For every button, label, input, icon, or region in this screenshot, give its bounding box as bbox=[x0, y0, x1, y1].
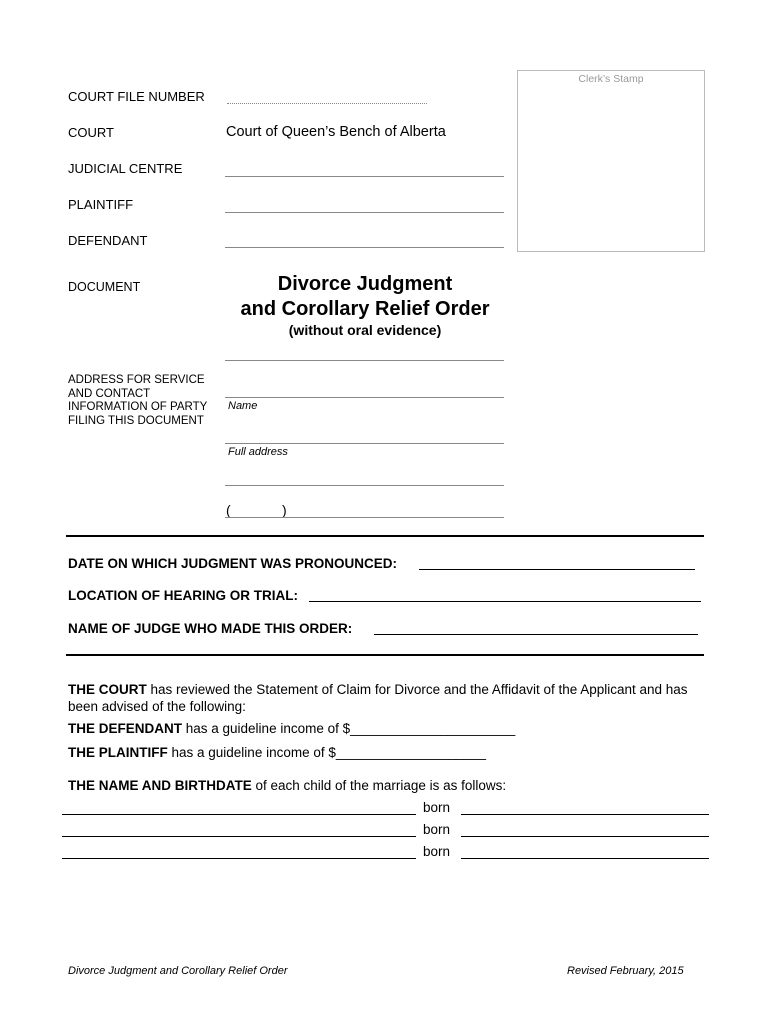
hearing-location-field[interactable] bbox=[309, 601, 701, 602]
child-name-field[interactable] bbox=[62, 814, 416, 815]
child-name-field[interactable] bbox=[62, 836, 416, 837]
address-extra-field[interactable] bbox=[225, 485, 504, 486]
document-blank-line[interactable] bbox=[225, 360, 504, 361]
defendant-income: THE DEFENDANT has a guideline income of $______________________ bbox=[68, 721, 516, 736]
court-statement: THE COURT has reviewed the Statement of Claim for Divorce and the Affidavit of the Applicant and has been advised of the following: bbox=[68, 682, 688, 714]
section-divider-bottom bbox=[66, 654, 704, 656]
document-label: DOCUMENT bbox=[68, 280, 141, 294]
court-label: COURT bbox=[68, 125, 114, 140]
full-address-field[interactable] bbox=[225, 443, 504, 444]
child-birthdate-field[interactable] bbox=[461, 814, 709, 815]
plaintiff-income: THE PLAINTIFF has a guideline income of $____________________ bbox=[68, 745, 487, 760]
judgment-date-label: DATE ON WHICH JUDGMENT WAS PRONOUNCED: bbox=[68, 556, 397, 571]
plaintiff-label: PLAINTIFF bbox=[68, 197, 134, 212]
born-label: born bbox=[423, 844, 451, 859]
court-file-number-field[interactable] bbox=[227, 103, 427, 104]
section-divider-top bbox=[66, 535, 704, 537]
judicial-centre-label: JUDICIAL CENTRE bbox=[68, 161, 183, 176]
judge-name-field[interactable] bbox=[374, 634, 698, 635]
name-caption: Name bbox=[228, 400, 258, 412]
clerks-stamp-box bbox=[517, 70, 705, 252]
party-name-field[interactable] bbox=[225, 397, 504, 398]
child-name-field[interactable] bbox=[62, 858, 416, 859]
born-label: born bbox=[423, 800, 451, 815]
clerks-stamp-label: Clerk’s Stamp bbox=[578, 73, 644, 85]
address-for-service-label: ADDRESS FOR SERVICE AND CONTACT INFORMATION OF PARTY FILING THIS DOCUMENT bbox=[68, 374, 208, 427]
document-subtitle: (without oral evidence) bbox=[288, 322, 442, 338]
full-address-caption: Full address bbox=[228, 446, 288, 458]
child-birthdate-field[interactable] bbox=[461, 858, 709, 859]
plaintiff-field[interactable] bbox=[225, 212, 504, 213]
defendant-field[interactable] bbox=[225, 247, 504, 248]
phone-close-paren: ) bbox=[282, 502, 287, 518]
footer-form-title: Divorce Judgment and Corollary Relief Order bbox=[68, 965, 288, 977]
children-heading: THE NAME AND BIRTHDATE of each child of the marriage is as follows: bbox=[68, 778, 507, 793]
judicial-centre-field[interactable] bbox=[225, 176, 504, 177]
phone-field[interactable] bbox=[225, 517, 504, 518]
born-label: born bbox=[423, 822, 451, 837]
footer-revision-date: Revised February, 2015 bbox=[567, 965, 684, 977]
phone-open-paren: ( bbox=[226, 502, 231, 518]
document-title-line1: Divorce Judgment bbox=[277, 273, 453, 295]
hearing-location-label: LOCATION OF HEARING OR TRIAL: bbox=[68, 588, 298, 603]
judge-name-label: NAME OF JUDGE WHO MADE THIS ORDER: bbox=[68, 621, 353, 636]
court-value: Court of Queen’s Bench of Alberta bbox=[226, 124, 446, 140]
court-file-number-label: COURT FILE NUMBER bbox=[68, 89, 205, 104]
child-birthdate-field[interactable] bbox=[461, 836, 709, 837]
document-title-line2: and Corollary Relief Order bbox=[240, 298, 490, 320]
defendant-label: DEFENDANT bbox=[68, 233, 148, 248]
judgment-date-field[interactable] bbox=[419, 569, 695, 570]
